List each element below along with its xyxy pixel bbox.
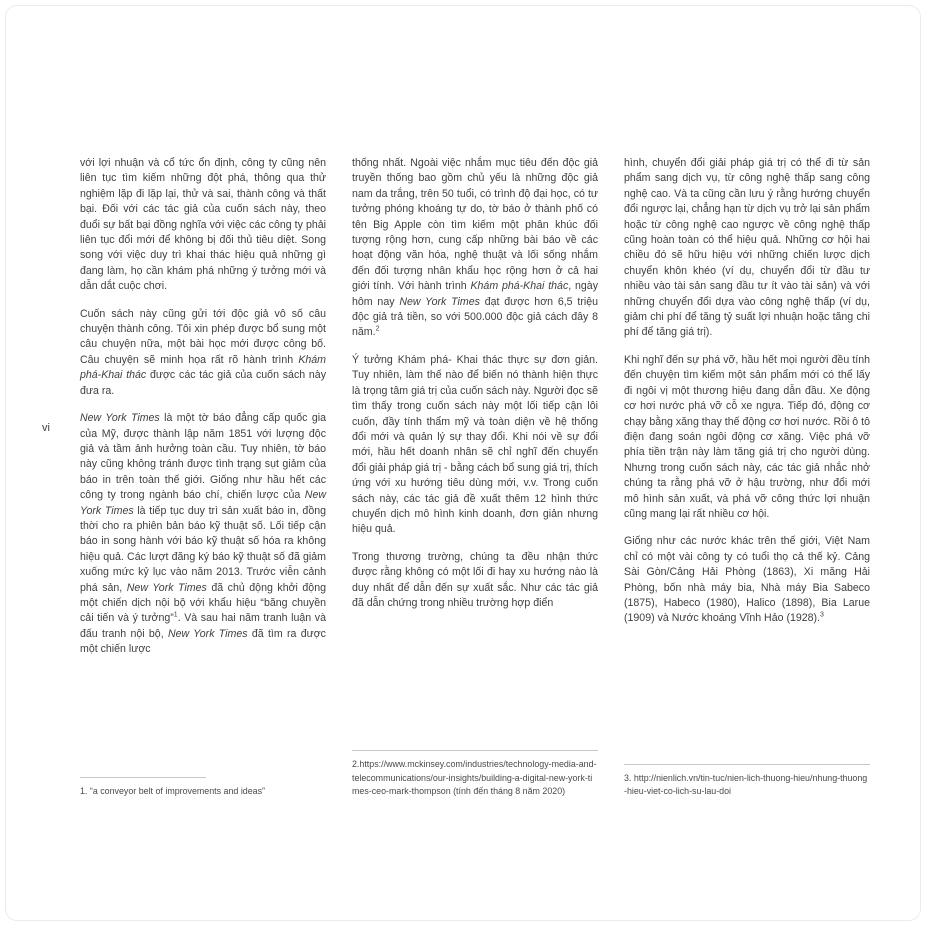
text-segment: Giống như các nước khác trên thế giới, Việt Nam chỉ có một vài công ty có tuổi thọ cả thế kỷ. Cảng Sài Gòn/Cảng Hải Phòng (1863), Xi măng Hải Phòng, bốn nhà máy bia, Nhà máy Bia Sabeco (1875), Habeco (1980), Halico (1898), Bia Larue (1909) và Nước khoáng Vĩnh Hảo (1928). [624,535,870,625]
text-segment: là một tờ báo đẳng cấp quốc gia của Mỹ, được thành lập năm 1851 với lượng độc giả và tầm ảnh hưởng toàn cầu. Tuy nhiên, tờ báo này cũng không tránh được tình trạng sụt giảm của báo in trên toàn thế giới. Giống như hầu hết các công ty trong ngành báo chí, chiến lược của [80,412,326,502]
footnote-divider [80,777,206,778]
footnote [624,764,870,798]
footnote-marker: 2 [375,325,380,333]
text-segment: thống nhất. Ngoài việc nhắm mục tiêu đến độc giả truyền thống bao gồm chủ yếu là những độc giả nam da trắng, trên 50 tuổi, có trình độ đại học, có tư tưởng phóng khoáng tự do, tờ báo ở thành phố có tên Big Apple còn tìm kiếm một phân khúc đối tượng rộng hơn, cung cấp những bài báo về các hoạt động văn hóa, nghệ thuật và lối sống nhắm đến đối tượng nhân khẩu học rộng hơn ở cả hai giới tính. Với hành trình [352,157,598,293]
column-middle [352,156,598,798]
text-segment: . Và sau hai năm tranh luận và đấu tranh nội bộ, [80,612,326,640]
text-segment: đã tìm ra được một chiến lược [80,627,326,656]
text-segment: New York Times [80,489,326,517]
footnote-text: 2.https://www.mckinsey.com/industries/technology-media-and-telecommunications/our-insights/building-a-digital-new-york-times-ceo-mark-thompson (tính đến tháng 8 năm 2020) [352,759,597,796]
paragraph [80,411,326,658]
text-segment: Khi nghĩ đến sự phá vỡ, hầu hết mọi người đều tính đến chuyện tìm kiếm một sản phẩm mới có thể lấy đi ngôi vị một thương hiệu đang dẫn đầu. Xe động cơ hơi nước phá vỡ cỗ xe ngựa. Tiếp đó, động cơ chạy bằng xăng thay thế động cơ hơi nước. Rồi ô tô điện đang soán ngôi động cơ xăng. Việc phá vỡ phía tiền trận này làm tăng giá trị cho người dùng. Nhưng trong cuốn sách này, các tác giả nhắc nhở chúng ta rằng phá vỡ ở hậu trường, như đổi mới mô hình sản xuất, và phá vỡ công thức lợi nhuận cũng mang lại rất nhiều cơ hội. [624,353,870,520]
page-content [80,156,870,798]
text-segment: New York Times [80,412,160,425]
footnote [80,777,326,798]
text-segment: là tiếp tục duy trì sản xuất báo in, đồng thời cho ra phiên bản báo kỹ thuật số. Lối tiếp cận báo in song hành với báo kỹ thuật số hóa ra không hiệu quả. Các lượt đăng ký báo kỹ thuật số đã giảm xuống mức kỷ lục vào năm 2013. Trước viễn cảnh phá sản, [80,504,327,594]
text-segment: với lợi nhuận và cổ tức ổn định, công ty cũng nên liên tục tìm kiếm những đột phá, thông qua thử nghiệm lặp đi lặp lại, thử và sai, thành công và thất bại. Đối với các tác giả của cuốn sách này, theo đuổi sự bất bại đồng nghĩa với việc các công ty phải liên tục đổi mới để không bị đối thủ tiêu diệt. Song song với việc duy trì khai thác hiệu quả những gì đang làm, họ cần khám phá những ý tưởng mới và dẫn dắt cuộc chơi. [80,157,326,293]
paragraph [352,156,598,341]
text-segment: , ngày hôm nay [352,280,598,308]
page-frame [5,5,921,921]
paragraph [352,550,598,612]
text-segment: đã chủ động khởi động một chiến dịch nội bộ với khẩu hiệu “băng chuyền cải tiến và ý tưởng” [80,581,326,625]
paragraph [624,156,870,341]
text-segment: Trong thương trường, chúng ta đều nhận thức được rằng không có một lối đi hay xu hướng nào là duy nhất để dẫn đến sự xuất sắc. Như các tác giả đã dẫn chứng trong nhiều trường hợp điển [352,550,598,609]
footnote [352,750,598,798]
text-segment: New York Times [167,627,248,640]
footnote-divider [352,750,598,751]
text-segment: New York Times [126,581,207,594]
column-body [352,156,598,623]
column-left [80,156,326,798]
paragraph [624,534,870,626]
text-segment: Khám phá-Khai thác [470,280,569,293]
paragraph [352,353,598,538]
footnote-text: 3. http://nienlich.vn/tin-tuc/nien-lich-thuong-hieu/nhung-thuong-hieu-viet-co-lich-su-lau-doi [624,772,868,796]
text-segment: đạt được hơn 6,5 triệu độc giả trả tiền, so với 500.000 độc giả cách đây 8 năm. [352,295,598,339]
text-segment: được các tác giả của cuốn sách này đưa ra. [80,369,326,397]
paragraph [80,307,326,399]
text-segment: Khám phá-Khai thác [80,353,326,382]
footnote-text: 1. “a conveyor belt of improvements and ideas” [80,785,265,796]
column-body [80,156,326,670]
text-segment: Cuốn sách này cũng gửi tới độc giả vô số câu chuyện thành công. Tôi xin phép được bổ sung một câu chuyện nữa, một bài học mới được công bố. Câu chuyện sẽ minh họa rất rõ hành trình [80,307,326,366]
page-number: vi [42,422,50,434]
text-segment: New York Times [399,295,480,308]
paragraph [80,156,326,295]
column-body [624,156,870,639]
column-right [624,156,870,798]
footnote-marker: 3 [820,611,824,619]
footnote-divider [624,764,870,765]
text-segment: Ý tưởng Khám phá- Khai thác thực sự đơn giản. Tuy nhiên, làm thế nào để biến nó thành hiện thực là trọng tâm giá trị của cuốn sách này. Người đọc sẽ tìm thấy trong cuốn sách này một lối tiếp cận lôi cuốn, đầy tính thẩm mỹ và toàn diện về hệ thống đổi mới và quản lý sự thay đổi. Khi nói về sự đổi mới, hầu hết doanh nhân sẽ chỉ nghĩ đến chuyển đổi giải pháp giá trị - bằng cách bổ sung giá trị, thích ứng với xu hướng tiêu dùng mới, v.v. Trong cuốn sách này, các tác giả đề xuất thêm 12 hình thức chuyển dịch mô hình kinh doanh, đơn giản nhưng hiệu quả. [352,353,598,536]
text-segment: hình, chuyển đổi giải pháp giá trị có thể đi từ sản phẩm sang dịch vụ, từ công nghệ thấp sang công nghệ cao. Và ta cũng cần lưu ý rằng hướng chuyển đổi ngược lại, chẳng hạn từ dịch vụ trở lại sản phẩm hoặc từ công nghệ cao ngược về công nghệ thấp cũng hoàn toàn có thể hiệu quả. Những cơ hội hai chiều đó sẽ hữu hiệu với những chiến lược dịch chuyển khôn khéo (ví dụ, chuyển đổi từ đầu tư nhiều vào tài sản sang đầu tư ít vào tài sản) và với những chuyển đổi dựa vào công nghệ thấp (ví dụ, giảm chi phí để tăng tỷ suất lợi nhuận hoặc tăng chi phí để tăng giá trị). [624,157,870,339]
footnote-marker: 1 [173,611,178,619]
paragraph [624,353,870,522]
